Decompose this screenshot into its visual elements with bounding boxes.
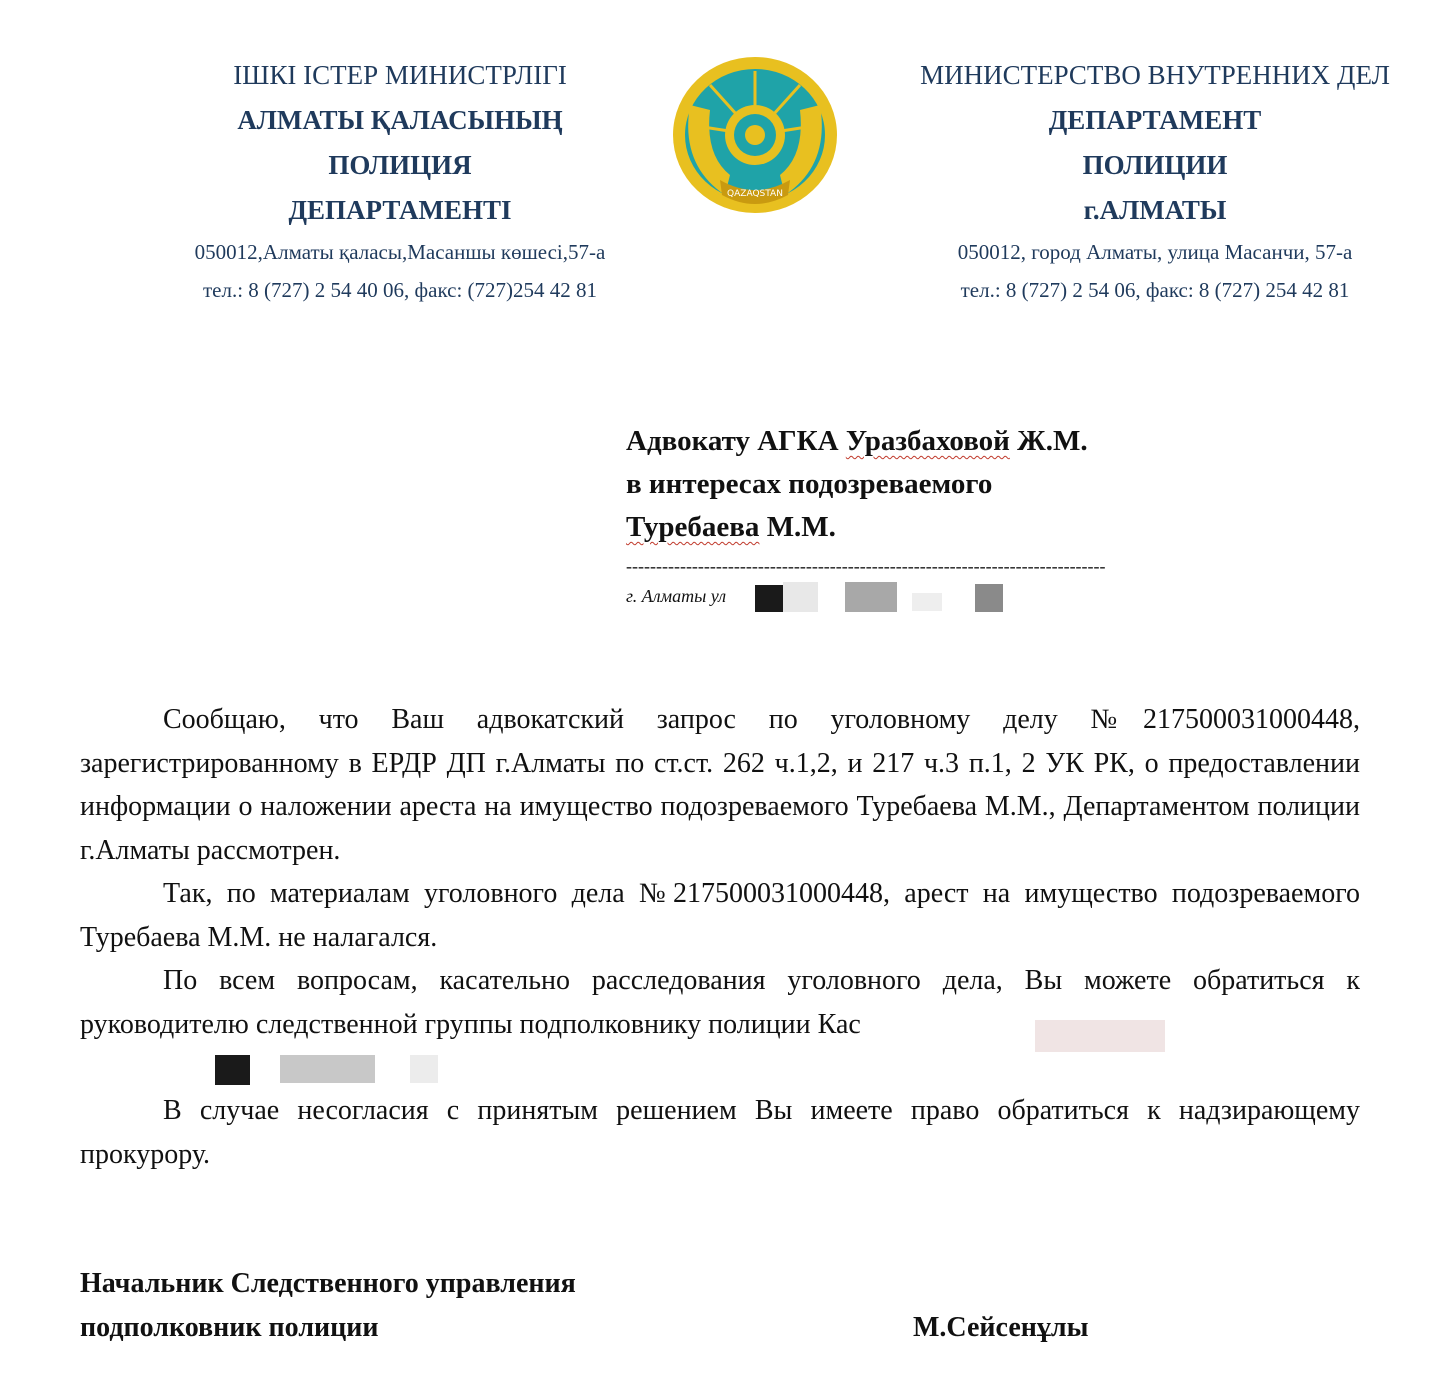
redaction <box>975 584 1003 612</box>
emblem-text: QAZAQSTAN <box>727 189 783 199</box>
phone: тел.: 8 (727) 2 54 06, факс: 8 (727) 254 42 81 <box>960 278 1350 302</box>
dept-line: ПОЛИЦИЯ <box>328 150 472 180</box>
address: 050012, город Алматы, улица Масанчи, 57-а <box>957 240 1353 264</box>
ministry-name: МИНИСТЕРСТВО ВНУТРЕННИХ ДЕЛ <box>920 60 1390 90</box>
redaction <box>280 1055 375 1083</box>
dept-line: ПОЛИЦИИ <box>1082 150 1228 180</box>
paragraph: По всем вопросам, касательно расследования уголовного дела, Вы можете обратиться к руководителю следственной группы подполковнику полиции Кас <box>80 965 1360 1040</box>
redaction <box>845 582 897 612</box>
addressee <box>626 420 1088 549</box>
street-address: г. Алматы ул <box>626 586 727 606</box>
redacted-line <box>80 1046 1360 1089</box>
signatory-name: М.Сейсенұлы <box>913 1312 1089 1343</box>
addressee-text: Адвокату АГКА <box>626 425 846 457</box>
letter-body <box>80 698 1360 1176</box>
state-emblem-icon <box>670 55 840 217</box>
paragraph: В случае несогласия с принятым решением Вы имеете право обратиться к надзирающему прокурору. <box>80 1095 1360 1170</box>
suspect-initials: М.М. <box>759 511 836 543</box>
signatory <box>80 1262 576 1350</box>
redaction <box>1035 1020 1165 1052</box>
suspect-name: Туребаева <box>626 511 760 543</box>
paragraph: Так, по материалам уголовного дела №217500031000448, арест на имущество подозреваемого Туребаева М.М. не налагался. <box>80 878 1360 953</box>
redaction <box>755 585 783 612</box>
addressee-name: Уразбаховой <box>845 425 1010 457</box>
paragraph: Сообщаю, что Ваш адвокатский запрос по уголовному делу №217500031000448, зарегистрированному в ЕРДР ДП г.Алматы по ст.ст. 262 ч.1,2, и 217 ч.3 п.1, 2 УК РК, о предоставлении информации о наложении ареста на имущество подозреваемого Туребаева М.М., Департаментом полиции г.Алматы рассмотрен. <box>80 704 1360 866</box>
header-russian <box>900 53 1410 309</box>
address: 050012,Алматы қаласы,Масаншы көшесі,57-а <box>194 240 606 264</box>
signatory-title: Начальник Следственного управления <box>80 1268 576 1299</box>
redaction <box>783 582 818 612</box>
signatory-rank: подполковник полиции <box>80 1312 379 1343</box>
divider: -------------------------------------------------------------------------------- <box>626 556 1106 576</box>
phone: тел.: 8 (727) 2 54 40 06, факс: (727)254 42 81 <box>202 278 598 302</box>
dept-line: ДЕПАРТАМЕНТІ <box>288 195 512 225</box>
dept-line: г.АЛМАТЫ <box>1083 195 1227 225</box>
header-kazakh <box>150 53 650 309</box>
redaction <box>215 1055 250 1085</box>
addressee-initials: Ж.М. <box>1009 425 1088 457</box>
ministry-name: ІШКІ ІСТЕР МИНИСТРЛІГІ <box>233 60 567 90</box>
redaction <box>912 593 942 611</box>
addressee-text: в интересах подозреваемого <box>626 468 993 500</box>
redaction <box>410 1055 438 1083</box>
dept-line: АЛМАТЫ ҚАЛАСЫНЫҢ <box>237 105 563 135</box>
dept-line: ДЕПАРТАМЕНТ <box>1048 105 1262 135</box>
